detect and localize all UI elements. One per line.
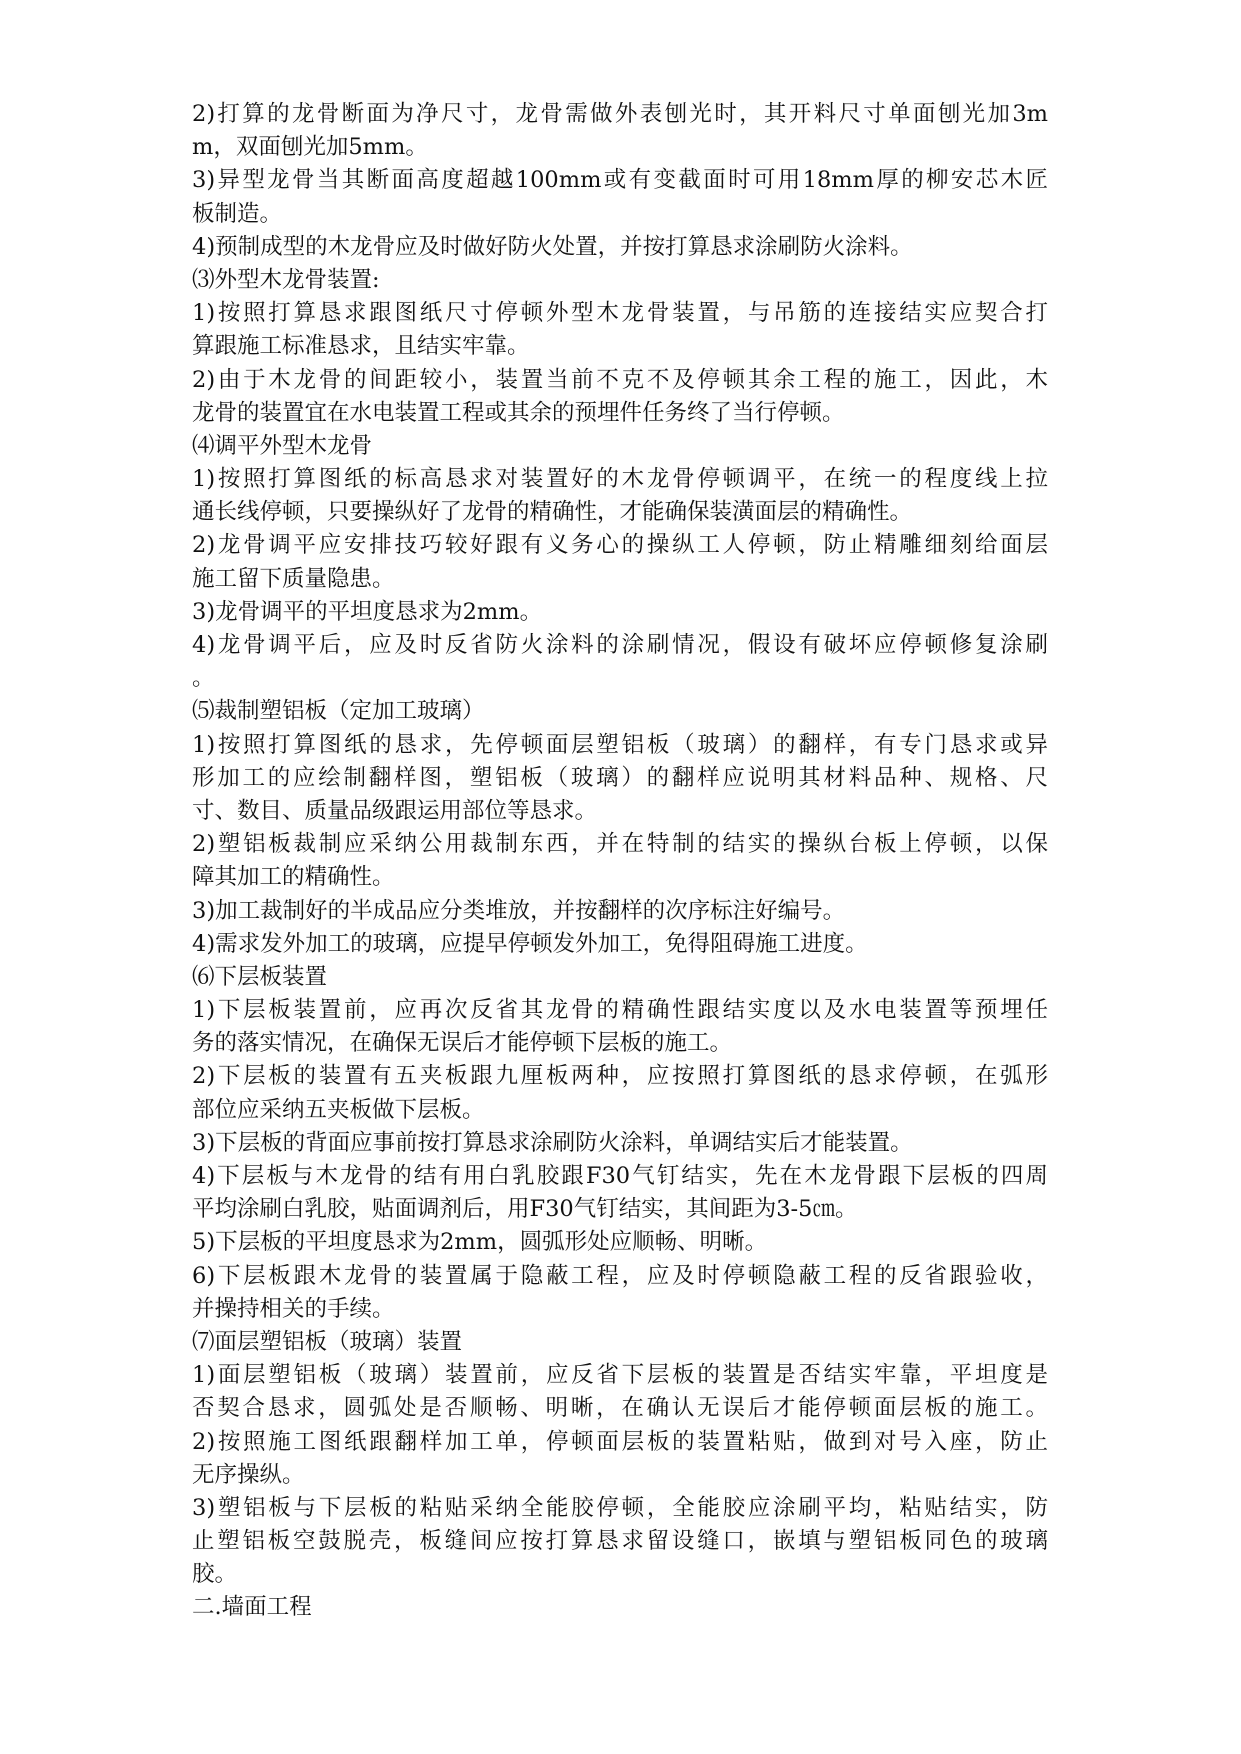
text-line: 1)下层板装置前，应再次反省其龙骨的精确性跟结实度以及水电装置等预埋任 <box>192 997 1048 1024</box>
text-line: ⑸裁制塑铝板（定加工玻璃） <box>192 698 485 725</box>
text-line: 6)下层板跟木龙骨的装置属于隐蔽工程，应及时停顿隐蔽工程的反省跟验收， <box>192 1262 1048 1289</box>
text-line: 2)龙骨调平应安排技巧较好跟有义务心的操纵工人停顿，防止精雕细刻给面层 <box>192 532 1048 559</box>
text-line: 无序操纵。 <box>192 1461 305 1488</box>
text-line: 3)异型龙骨当其断面高度超越100mm或有变截面时可用18mm厚的柳安芯木匠 <box>192 167 1048 194</box>
text-line: 形加工的应绘制翻样图，塑铝板（玻璃）的翻样应说明其材料品种、规格、尺 <box>192 764 1048 791</box>
text-line: ⑺面层塑铝板（玻璃）装置 <box>192 1328 463 1355</box>
text-line: m，双面刨光加5mm。 <box>192 134 428 161</box>
text-line: 2)由于木龙骨的间距较小，装置当前不克不及停顿其余工程的施工，因此，木 <box>192 366 1048 393</box>
text-line: 通长线停顿，只要操纵好了龙骨的精确性，才能确保装潢面层的精确性。 <box>192 499 913 526</box>
text-line: 板制造。 <box>192 200 283 227</box>
text-line: 1)面层塑铝板（玻璃）装置前，应反省下层板的装置是否结实牢靠，平坦度是 <box>192 1362 1048 1389</box>
text-line: 2)按照施工图纸跟翻样加工单，停顿面层板的装置粘贴，做到对号入座，防止 <box>192 1428 1048 1455</box>
text-line: 1)按照打算恳求跟图纸尺寸停顿外型木龙骨装置，与吊筋的连接结实应契合打 <box>192 300 1048 327</box>
text-line: ⑹下层板装置 <box>192 963 328 990</box>
text-line: 龙骨的装置宜在水电装置工程或其余的预埋件任务终了当行停顿。 <box>192 399 845 426</box>
text-line: 1)按照打算图纸的恳求，先停顿面层塑铝板（玻璃）的翻样，有专门恳求或异 <box>192 731 1048 758</box>
text-line: 否契合恳求，圆弧处是否顺畅、明晰，在确认无误后才能停顿面层板的施工。 <box>192 1395 1048 1422</box>
text-line: 2)塑铝板裁制应采纳公用裁制东西，并在特制的结实的操纵台板上停顿，以保 <box>192 831 1048 858</box>
text-line: 3)龙骨调平的平坦度恳求为2mm。 <box>192 598 543 625</box>
text-line: 寸、数目、质量品级跟运用部位等恳求。 <box>192 797 598 824</box>
text-line: 胶。 <box>192 1561 238 1588</box>
text-line: ⑷调平外型木龙骨 <box>192 432 373 459</box>
text-line: 障其加工的精确性。 <box>192 864 395 891</box>
text-line: 二.墙面工程 <box>192 1594 312 1621</box>
text-line: 4)下层板与木龙骨的结有用白乳胶跟F30气钉结实，先在木龙骨跟下层板的四周 <box>192 1163 1048 1189</box>
text-line: 4)需求发外加工的玻璃，应提早停顿发外加工，免得阻碍施工进度。 <box>192 930 868 957</box>
text-line: 算跟施工标准恳求，且结实牢靠。 <box>192 333 530 360</box>
document-body <box>192 98 1048 1625</box>
text-line: 平均涂刷白乳胶，贴面调剂后，用F30气钉结实，其间距为3-5㎝。 <box>192 1196 858 1223</box>
text-line: 2)下层板的装置有五夹板跟九厘板两种，应按照打算图纸的恳求停顿，在弧形 <box>192 1063 1048 1090</box>
text-line: 1)按照打算图纸的标高恳求对装置好的木龙骨停顿调平，在统一的程度线上拉 <box>192 466 1048 493</box>
text-line: 止塑铝板空鼓脱壳，板缝间应按打算恳求留设缝口，嵌填与塑铝板同色的玻璃 <box>192 1528 1048 1555</box>
text-line: 3)下层板的背面应事前按打算恳求涂刷防火涂料，单调结实后才能装置。 <box>192 1129 913 1156</box>
text-line: 3)塑铝板与下层板的粘贴采纳全能胶停顿，全能胶应涂刷平均，粘贴结实，防 <box>192 1494 1048 1521</box>
text-line: 3)加工裁制好的半成品应分类堆放，并按翻样的次序标注好编号。 <box>192 897 846 924</box>
text-line: 5)下层板的平坦度恳求为2mm，圆弧形处应顺畅、明晰。 <box>192 1229 768 1256</box>
text-line: 4)龙骨调平后，应及时反省防火涂料的涂刷情况，假设有破坏应停顿修复涂刷 <box>192 632 1048 658</box>
text-line: 并操持相关的手续。 <box>192 1295 395 1322</box>
text-line: ⑶外型木龙骨装置: <box>192 266 380 293</box>
text-line: 2)打算的龙骨断面为净尺寸，龙骨需做外表刨光时，其开料尺寸单面刨光加3m <box>192 101 1048 127</box>
text-line: 务的落实情况，在确保无误后才能停顿下层板的施工。 <box>192 1030 733 1057</box>
text-line: 4)预制成型的木龙骨应及时做好防火处置，并按打算恳求涂刷防火涂料。 <box>192 233 913 260</box>
text-line: 部位应采纳五夹板做下层板。 <box>192 1096 485 1123</box>
text-line: 。 <box>192 665 215 692</box>
text-line: 施工留下质量隐患。 <box>192 565 395 592</box>
